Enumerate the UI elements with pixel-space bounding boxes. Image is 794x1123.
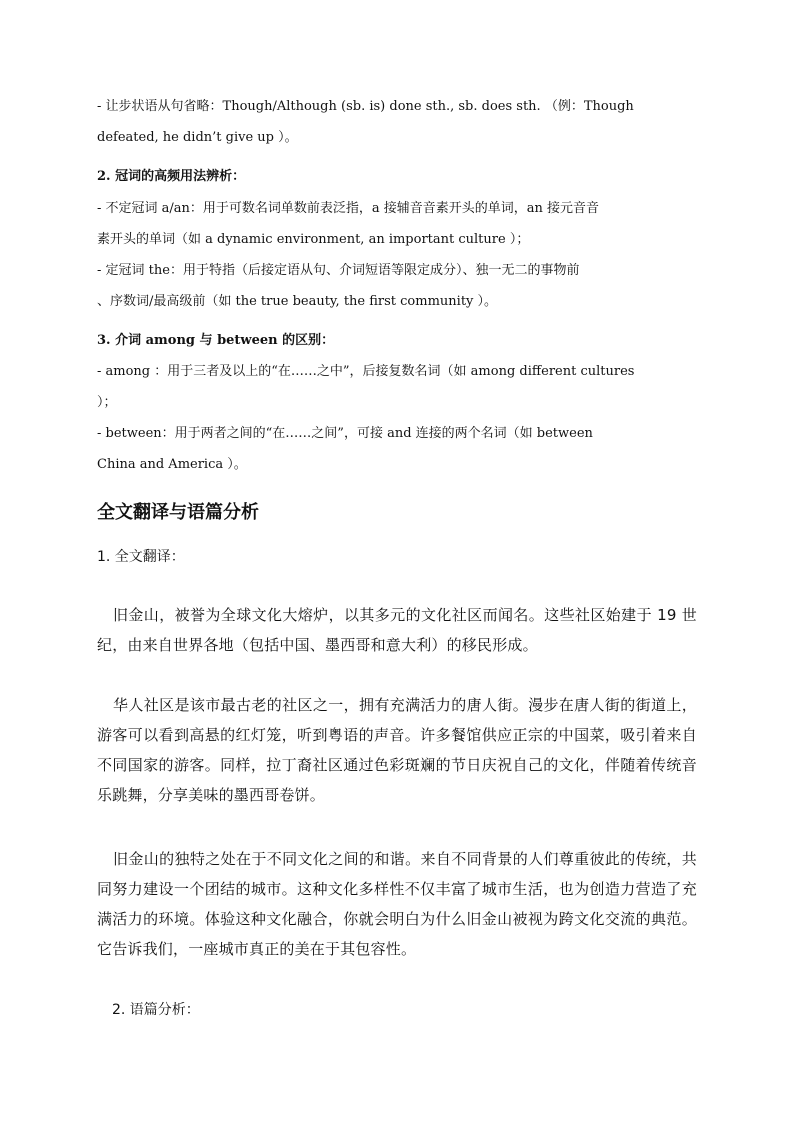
- prep-line-3: - between：用于两者之间的“在……之间”，可接 and 连接的两个名词（如 between: [97, 426, 593, 441]
- prep-title: 3. 介词 among 与 between 的区别：: [97, 333, 335, 348]
- translation-paragraph-1: 旧金山，被誉为全球文化大熔炉，以其多元的文化社区而闻名。这些社区始建于 19 世纪，由来自世界各地（包括中国、墨西哥和意大利）的移民形成。: [97, 606, 697, 654]
- prep-line-1: - among ：用于三者及以上的“在……之中”，后接复数名词（如 among different cultures: [97, 364, 635, 379]
- section-heading: 全文翻译与语篇分析: [97, 502, 259, 523]
- articles-line-2: 素开头的单词（如 a dynamic environment, an important culture ）；: [97, 232, 530, 247]
- prep-line-4: China and America ）。: [97, 457, 247, 472]
- articles-line-1: - 不定冠词 a/an：用于可数名词单数前表泛指，a 接辅音音素开头的单词，an 接元音音: [97, 201, 600, 216]
- discourse-label: 2. 语篇分析：: [112, 1002, 200, 1018]
- prep-line-2: ）；: [97, 395, 117, 410]
- translation-label: 1. 全文翻译：: [97, 549, 185, 565]
- translation-paragraph-2: 华人社区是该市最古老的社区之一，拥有充满活力的唐人街。漫步在唐人街的街道上，游客可以看到高悬的红灯笼，听到粤语的声音。许多餐馆供应正宗的中国菜，吸引着来自不同国家的游客。同样，拉丁裔社区通过色彩斑斓的节日庆祝自己的文化，伴随着传统音乐跳舞，分享美味的墨西哥卷饼。: [97, 696, 697, 804]
- translation-paragraph-3: 旧金山的独特之处在于不同文化之间的和谐。来自不同背景的人们尊重彼此的传统，共同努力建设一个团结的城市。这种文化多样性不仅丰富了城市生活，也为创造力营造了充满活力的环境。体验这种文化融合，你就会明白为什么旧金山被视为跨文化交流的典范。它告诉我们，一座城市真正的美在于其包容性。: [97, 850, 697, 958]
- concession-line-2: defeated, he didn’t give up ）。: [97, 130, 298, 145]
- articles-line-3: - 定冠词 the：用于特指（后接定语从句、介词短语等限定成分）、独一无二的事物前: [97, 263, 580, 278]
- concession-line-1: - 让步状语从句省略：Though/Although (sb. is) done sth., sb. does sth. （例：Though: [97, 99, 634, 114]
- articles-line-4: 、序数词/最高级前（如 the true beauty, the first community ）。: [97, 294, 498, 309]
- articles-title: 2. 冠词的高频用法辨析：: [97, 169, 246, 184]
